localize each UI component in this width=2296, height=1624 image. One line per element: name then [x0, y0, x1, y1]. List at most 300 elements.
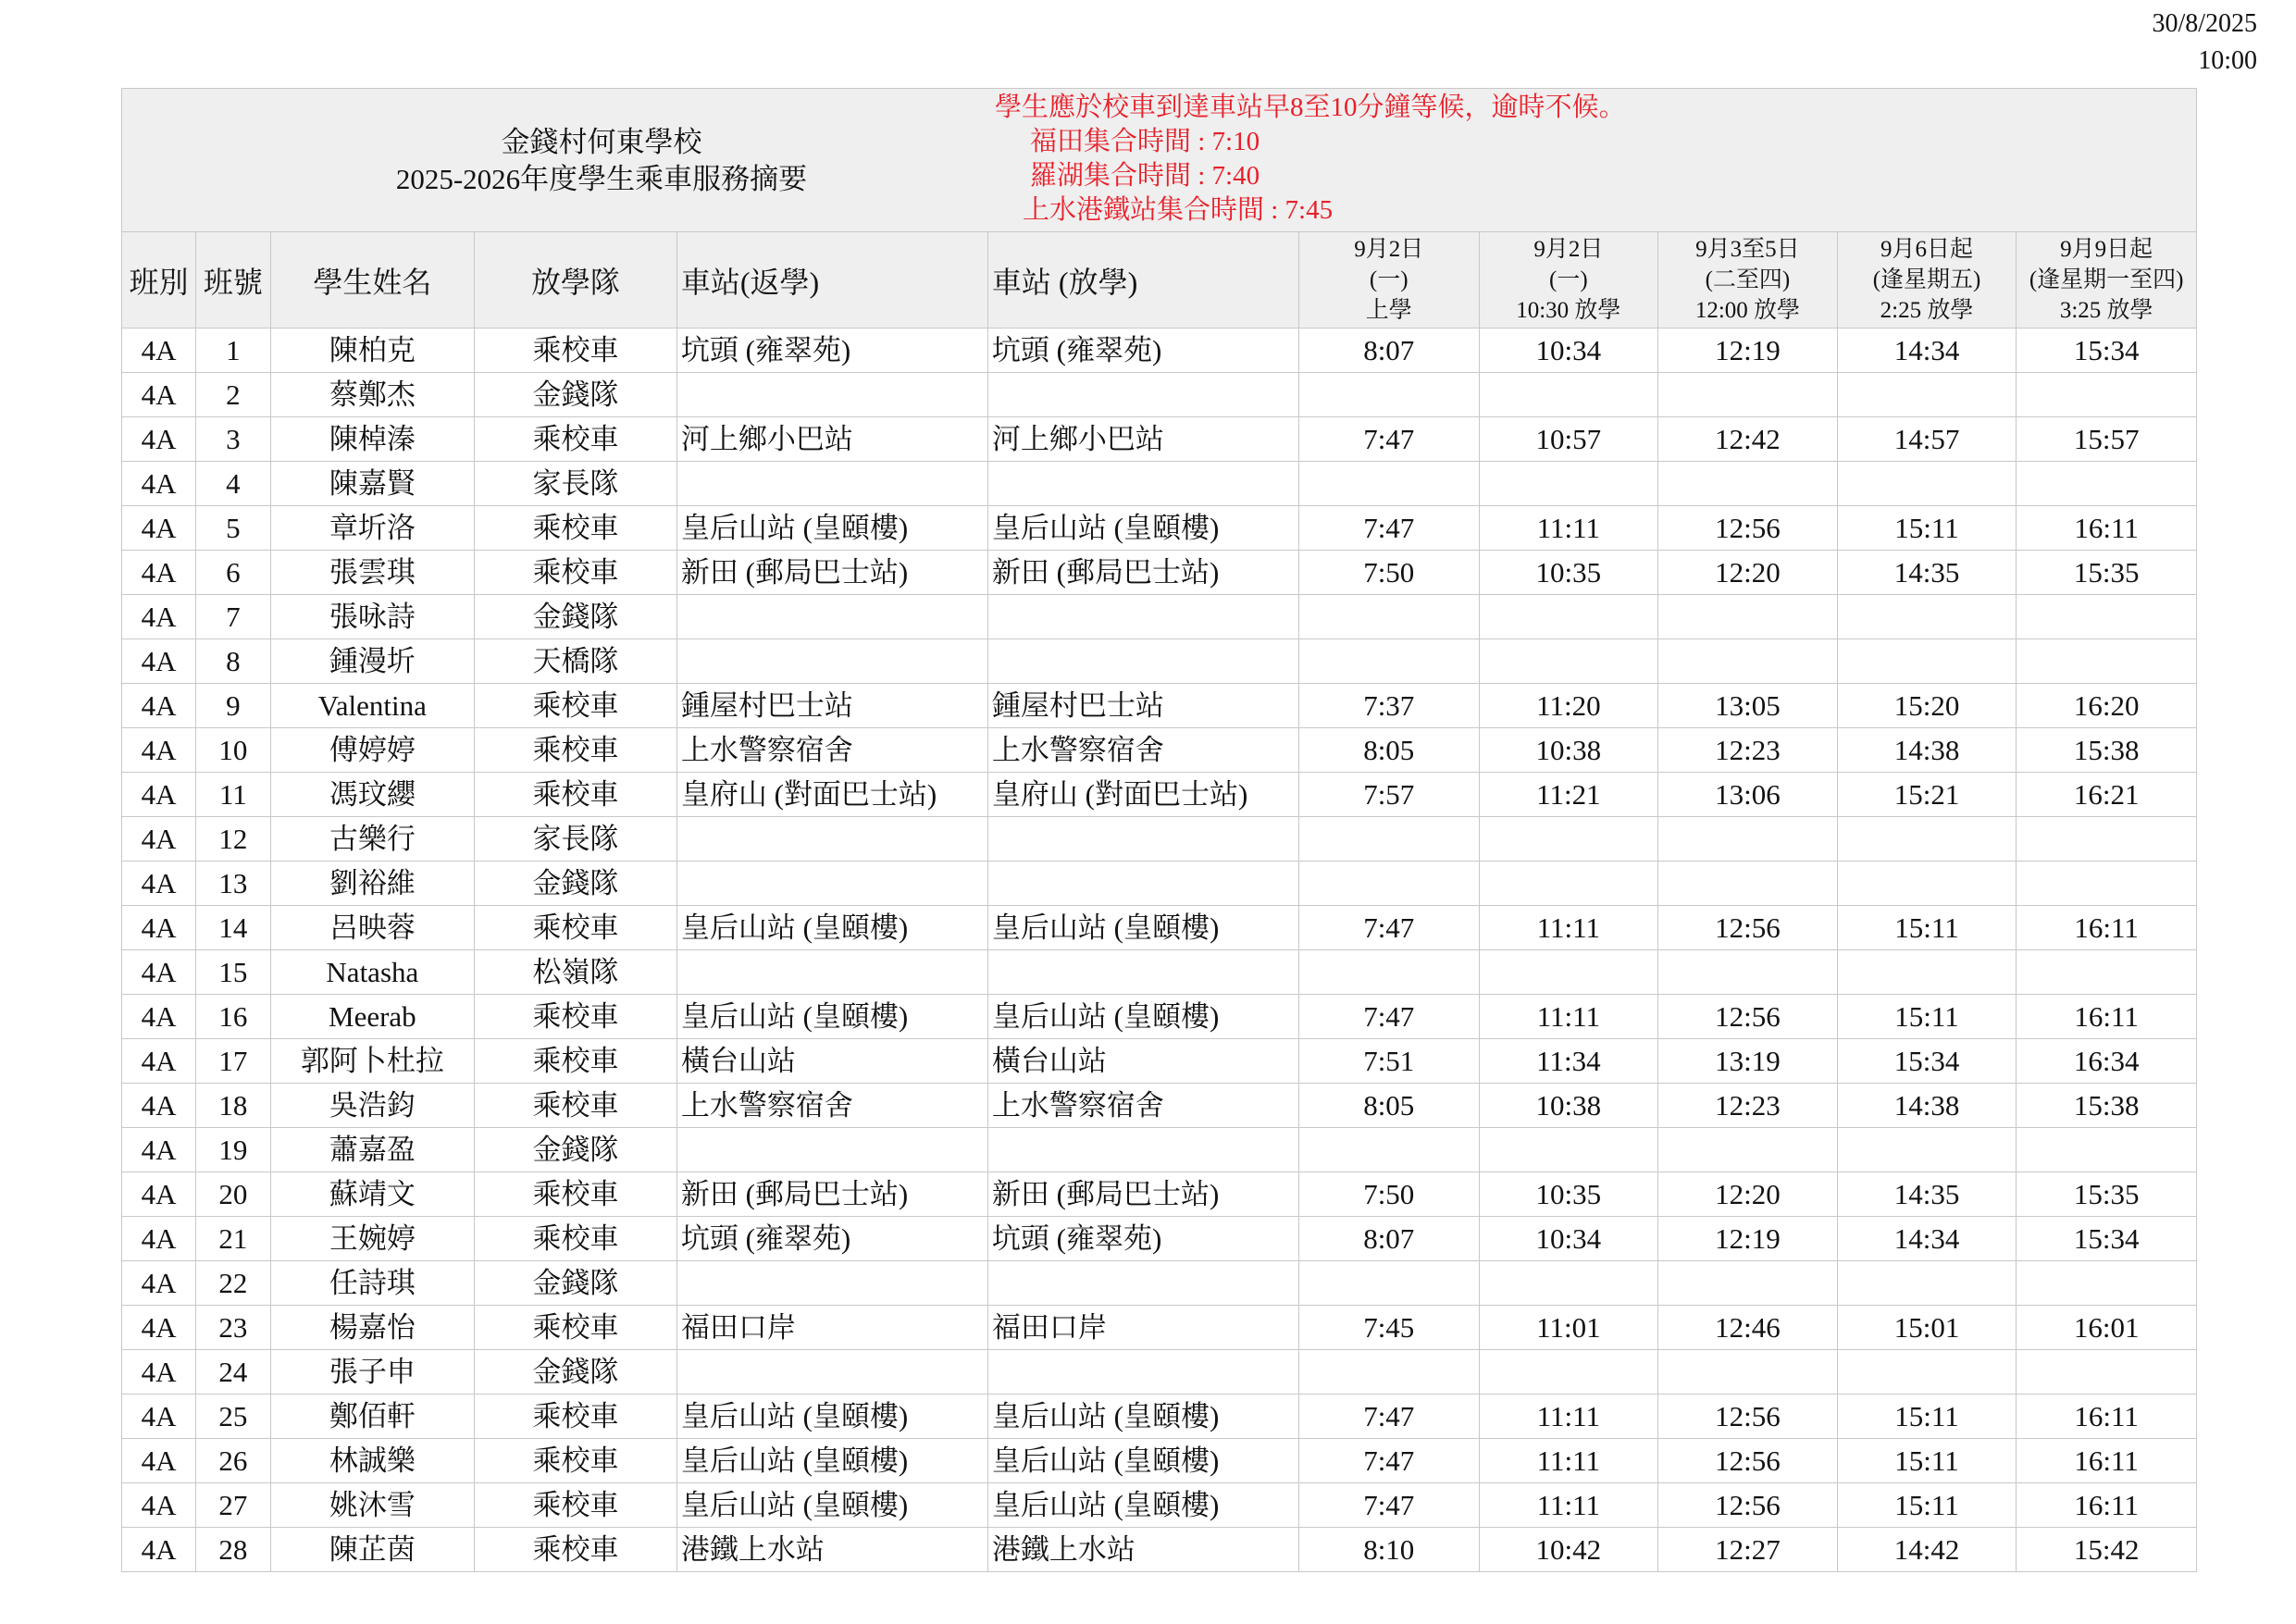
team-cell: 乘校車: [475, 506, 677, 551]
team-cell: 乘校車: [475, 1528, 677, 1572]
sep3-5-dismissal-cell: 12:46: [1658, 1306, 1838, 1350]
team-cell: 乘校車: [475, 1483, 677, 1528]
sep2-dismissal-cell: 10:35: [1479, 551, 1658, 595]
friday-dismissal-cell: 15:01: [1837, 1306, 2017, 1350]
class-cell: 4A: [122, 417, 196, 462]
team-cell: 乘校車: [475, 1084, 677, 1128]
sep3-5-dismissal-cell: 12:27: [1658, 1528, 1838, 1572]
class-cell: 4A: [122, 1395, 196, 1439]
friday-dismissal-cell: [1837, 595, 2017, 639]
col-sep3-5-dismissal: 9月3至5日 (二至四) 12:00 放學: [1658, 232, 1838, 329]
sep2-dismissal-cell: 10:57: [1479, 417, 1658, 462]
friday-dismissal-cell: [1837, 462, 2017, 506]
friday-dismissal-cell: [1837, 1350, 2017, 1395]
mon-thu-dismissal-cell: 15:57: [2017, 417, 2197, 462]
mon-thu-dismissal-cell: 15:35: [2017, 551, 2197, 595]
sep2-dismissal-cell: 11:11: [1479, 995, 1658, 1039]
sep3-5-dismissal-cell: [1658, 1261, 1838, 1306]
station-to-school-cell: 橫台山站: [676, 1039, 987, 1084]
mon-thu-dismissal-cell: [2017, 817, 2197, 862]
sep2-dismissal-cell: 11:11: [1479, 906, 1658, 950]
sep2-morning-cell: 8:10: [1298, 1528, 1479, 1572]
number-cell: 14: [196, 906, 270, 950]
team-cell: 金錢隊: [475, 373, 677, 417]
team-cell: 乘校車: [475, 773, 677, 817]
sep3-5-dismissal-cell: [1658, 817, 1838, 862]
team-cell: 乘校車: [475, 1039, 677, 1084]
number-cell: 5: [196, 506, 270, 551]
table-row: [122, 862, 2197, 906]
team-cell: 乘校車: [475, 995, 677, 1039]
name-cell: 古樂行: [270, 817, 475, 862]
sep2-dismissal-cell: 11:11: [1479, 1439, 1658, 1483]
sep3-5-dismissal-cell: 12:42: [1658, 417, 1838, 462]
bus-service-sheet: [121, 88, 2197, 1572]
sep2-morning-cell: [1298, 862, 1479, 906]
number-cell: 13: [196, 862, 270, 906]
mon-thu-dismissal-cell: 15:35: [2017, 1172, 2197, 1217]
team-cell: 金錢隊: [475, 862, 677, 906]
sep2-morning-cell: [1298, 1350, 1479, 1395]
name-cell: Valentina: [270, 684, 475, 728]
table-row: [122, 1306, 2197, 1350]
print-timestamp: [2152, 6, 2257, 80]
number-cell: 22: [196, 1261, 270, 1306]
station-after-school-cell: 皇后山站 (皇頤樓): [987, 1483, 1298, 1528]
title-block: [352, 124, 851, 198]
sep3-5-dismissal-cell: [1658, 950, 1838, 995]
sep2-morning-cell: [1298, 817, 1479, 862]
table-row: [122, 773, 2197, 817]
class-cell: 4A: [122, 595, 196, 639]
sep3-5-dismissal-cell: 12:20: [1658, 551, 1838, 595]
friday-dismissal-cell: 14:57: [1837, 417, 2017, 462]
sep2-morning-cell: [1298, 462, 1479, 506]
friday-dismissal-cell: 14:34: [1837, 329, 2017, 373]
class-cell: 4A: [122, 1084, 196, 1128]
name-cell: 林誠樂: [270, 1439, 475, 1483]
name-cell: 劉裕維: [270, 862, 475, 906]
name-cell: 陳芷茵: [270, 1528, 475, 1572]
table-row: [122, 1483, 2197, 1528]
friday-dismissal-cell: 14:38: [1837, 1084, 2017, 1128]
team-cell: 乘校車: [475, 329, 677, 373]
friday-dismissal-cell: [1837, 1261, 2017, 1306]
station-to-school-cell: [676, 462, 987, 506]
table-row: [122, 950, 2197, 995]
class-cell: 4A: [122, 551, 196, 595]
station-after-school-cell: 河上鄉小巴站: [987, 417, 1298, 462]
team-cell: 乘校車: [475, 728, 677, 773]
class-cell: 4A: [122, 1483, 196, 1528]
table-row: [122, 417, 2197, 462]
station-to-school-cell: [676, 862, 987, 906]
name-cell: 郭阿卜杜拉: [270, 1039, 475, 1084]
mon-thu-dismissal-cell: [2017, 1261, 2197, 1306]
station-after-school-cell: 坑頭 (雍翠苑): [987, 1217, 1298, 1261]
sheet-header: [121, 88, 2197, 231]
sep2-morning-cell: 7:51: [1298, 1039, 1479, 1084]
table-row: [122, 1350, 2197, 1395]
notice-wait-rule: 學生應於校車到達車站早8至10分鐘等候，逾時不候。: [995, 93, 1626, 122]
sep2-dismissal-cell: [1479, 639, 1658, 684]
sep2-morning-cell: 7:47: [1298, 1483, 1479, 1528]
table-row: [122, 373, 2197, 417]
col-sep2-dismissal: 9月2日 (一) 10:30 放學: [1479, 232, 1658, 329]
station-after-school-cell: 皇后山站 (皇頤樓): [987, 995, 1298, 1039]
sep3-5-dismissal-cell: [1658, 1128, 1838, 1172]
number-cell: 3: [196, 417, 270, 462]
friday-dismissal-cell: 15:11: [1837, 906, 2017, 950]
name-cell: 蘇靖文: [270, 1172, 475, 1217]
friday-dismissal-cell: 15:21: [1837, 773, 2017, 817]
station-to-school-cell: 皇后山站 (皇頤樓): [676, 1439, 987, 1483]
number-cell: 8: [196, 639, 270, 684]
friday-dismissal-cell: 15:11: [1837, 506, 2017, 551]
sep2-morning-cell: 7:50: [1298, 551, 1479, 595]
table-row: [122, 1039, 2197, 1084]
name-cell: Natasha: [270, 950, 475, 995]
mon-thu-dismissal-cell: 16:11: [2017, 1395, 2197, 1439]
station-after-school-cell: 上水警察宿舍: [987, 1084, 1298, 1128]
sep2-dismissal-cell: 11:11: [1479, 1395, 1658, 1439]
class-cell: 4A: [122, 995, 196, 1039]
station-after-school-cell: 橫台山站: [987, 1039, 1298, 1084]
friday-dismissal-cell: [1837, 1128, 2017, 1172]
friday-dismissal-cell: 15:34: [1837, 1039, 2017, 1084]
name-cell: 任詩琪: [270, 1261, 475, 1306]
col-station-after-school: 車站 (放學): [987, 232, 1298, 329]
station-to-school-cell: 福田口岸: [676, 1306, 987, 1350]
mon-thu-dismissal-cell: 15:34: [2017, 329, 2197, 373]
friday-dismissal-cell: 14:35: [1837, 551, 2017, 595]
station-to-school-cell: [676, 1261, 987, 1306]
number-cell: 26: [196, 1439, 270, 1483]
sep2-dismissal-cell: 10:38: [1479, 1084, 1658, 1128]
station-to-school-cell: 上水警察宿舍: [676, 1084, 987, 1128]
station-to-school-cell: 皇后山站 (皇頤樓): [676, 1483, 987, 1528]
name-cell: 章圻洛: [270, 506, 475, 551]
mon-thu-dismissal-cell: 16:11: [2017, 1439, 2197, 1483]
sep2-morning-cell: 7:47: [1298, 995, 1479, 1039]
number-cell: 27: [196, 1483, 270, 1528]
team-cell: 家長隊: [475, 817, 677, 862]
name-cell: 馮玟纓: [270, 773, 475, 817]
friday-dismissal-cell: 14:35: [1837, 1172, 2017, 1217]
sep3-5-dismissal-cell: 12:56: [1658, 506, 1838, 551]
mon-thu-dismissal-cell: 16:34: [2017, 1039, 2197, 1084]
name-cell: 張雲琪: [270, 551, 475, 595]
station-to-school-cell: 新田 (郵局巴士站): [676, 1172, 987, 1217]
station-after-school-cell: 新田 (郵局巴士站): [987, 1172, 1298, 1217]
col-friday-dismissal: 9月6日起 (逢星期五) 2:25 放學: [1837, 232, 2017, 329]
friday-dismissal-cell: 14:38: [1837, 728, 2017, 773]
mon-thu-dismissal-cell: [2017, 462, 2197, 506]
mon-thu-dismissal-cell: 16:11: [2017, 506, 2197, 551]
sep2-morning-cell: 7:47: [1298, 1395, 1479, 1439]
class-cell: 4A: [122, 1217, 196, 1261]
mon-thu-dismissal-cell: 16:20: [2017, 684, 2197, 728]
mon-thu-dismissal-cell: [2017, 639, 2197, 684]
team-cell: 乘校車: [475, 1306, 677, 1350]
sep2-dismissal-cell: 11:34: [1479, 1039, 1658, 1084]
mon-thu-dismissal-cell: [2017, 373, 2197, 417]
number-cell: 18: [196, 1084, 270, 1128]
station-after-school-cell: 港鐵上水站: [987, 1528, 1298, 1572]
sep3-5-dismissal-cell: 12:56: [1658, 1483, 1838, 1528]
friday-dismissal-cell: 15:20: [1837, 684, 2017, 728]
table-row: [122, 595, 2197, 639]
name-cell: 姚沐雪: [270, 1483, 475, 1528]
mon-thu-dismissal-cell: 16:01: [2017, 1306, 2197, 1350]
team-cell: 金錢隊: [475, 1128, 677, 1172]
station-after-school-cell: 福田口岸: [987, 1306, 1298, 1350]
sep3-5-dismissal-cell: 13:19: [1658, 1039, 1838, 1084]
sep3-5-dismissal-cell: [1658, 462, 1838, 506]
number-cell: 12: [196, 817, 270, 862]
station-after-school-cell: [987, 595, 1298, 639]
station-to-school-cell: 皇后山站 (皇頤樓): [676, 995, 987, 1039]
sep3-5-dismissal-cell: [1658, 639, 1838, 684]
table-row: [122, 551, 2197, 595]
name-cell: 蕭嘉盈: [270, 1128, 475, 1172]
station-to-school-cell: 皇后山站 (皇頤樓): [676, 906, 987, 950]
name-cell: 陳棹溱: [270, 417, 475, 462]
station-to-school-cell: [676, 950, 987, 995]
team-cell: 乘校車: [475, 684, 677, 728]
mon-thu-dismissal-cell: [2017, 862, 2197, 906]
name-cell: 陳嘉賢: [270, 462, 475, 506]
sep2-morning-cell: 8:07: [1298, 1217, 1479, 1261]
sep2-morning-cell: 7:47: [1298, 506, 1479, 551]
mon-thu-dismissal-cell: 16:11: [2017, 995, 2197, 1039]
class-cell: 4A: [122, 862, 196, 906]
sep2-morning-cell: 7:57: [1298, 773, 1479, 817]
table-row: [122, 1261, 2197, 1306]
number-cell: 6: [196, 551, 270, 595]
team-cell: 家長隊: [475, 462, 677, 506]
number-cell: 1: [196, 329, 270, 373]
name-cell: 張子申: [270, 1350, 475, 1395]
number-cell: 2: [196, 373, 270, 417]
station-to-school-cell: 鍾屋村巴士站: [676, 684, 987, 728]
class-cell: 4A: [122, 1039, 196, 1084]
number-cell: 11: [196, 773, 270, 817]
mon-thu-dismissal-cell: 15:38: [2017, 728, 2197, 773]
sep2-dismissal-cell: 11:01: [1479, 1306, 1658, 1350]
friday-dismissal-cell: [1837, 862, 2017, 906]
sep2-morning-cell: [1298, 1128, 1479, 1172]
number-cell: 21: [196, 1217, 270, 1261]
mon-thu-dismissal-cell: 16:21: [2017, 773, 2197, 817]
sep2-dismissal-cell: 11:11: [1479, 1483, 1658, 1528]
student-rows: [122, 329, 2197, 1572]
station-after-school-cell: [987, 862, 1298, 906]
mon-thu-dismissal-cell: 16:11: [2017, 906, 2197, 950]
station-to-school-cell: [676, 1128, 987, 1172]
class-cell: 4A: [122, 639, 196, 684]
sep2-dismissal-cell: 10:42: [1479, 1528, 1658, 1572]
table-row: [122, 1395, 2197, 1439]
number-cell: 10: [196, 728, 270, 773]
station-to-school-cell: [676, 817, 987, 862]
sep3-5-dismissal-cell: [1658, 595, 1838, 639]
station-after-school-cell: [987, 373, 1298, 417]
class-cell: 4A: [122, 1350, 196, 1395]
station-after-school-cell: 鍾屋村巴士站: [987, 684, 1298, 728]
station-to-school-cell: 坑頭 (雍翠苑): [676, 1217, 987, 1261]
table-row: [122, 639, 2197, 684]
number-cell: 28: [196, 1528, 270, 1572]
friday-dismissal-cell: 15:11: [1837, 1483, 2017, 1528]
sep3-5-dismissal-cell: [1658, 862, 1838, 906]
station-to-school-cell: 河上鄉小巴站: [676, 417, 987, 462]
name-cell: 王婉婷: [270, 1217, 475, 1261]
name-cell: 吳浩鈞: [270, 1084, 475, 1128]
sep2-morning-cell: 7:50: [1298, 1172, 1479, 1217]
sep3-5-dismissal-cell: 12:56: [1658, 906, 1838, 950]
station-after-school-cell: [987, 950, 1298, 995]
friday-dismissal-cell: 14:34: [1837, 1217, 2017, 1261]
class-cell: 4A: [122, 1172, 196, 1217]
class-cell: 4A: [122, 950, 196, 995]
sep2-dismissal-cell: 11:11: [1479, 506, 1658, 551]
team-cell: 金錢隊: [475, 1261, 677, 1306]
station-after-school-cell: [987, 639, 1298, 684]
station-after-school-cell: 皇后山站 (皇頤樓): [987, 1439, 1298, 1483]
team-cell: 乘校車: [475, 1217, 677, 1261]
station-after-school-cell: 皇府山 (對面巴士站): [987, 773, 1298, 817]
number-cell: 20: [196, 1172, 270, 1217]
team-cell: 乘校車: [475, 906, 677, 950]
station-to-school-cell: 皇后山站 (皇頤樓): [676, 506, 987, 551]
team-cell: 金錢隊: [475, 1350, 677, 1395]
station-after-school-cell: [987, 817, 1298, 862]
name-cell: Meerab: [270, 995, 475, 1039]
number-cell: 15: [196, 950, 270, 995]
class-cell: 4A: [122, 329, 196, 373]
col-number: 班號: [196, 232, 270, 329]
name-cell: 呂映蓉: [270, 906, 475, 950]
notice-sheungshui-time: 上水港鐵站集合時間 : 7:45: [1023, 195, 1334, 225]
sep3-5-dismissal-cell: 12:20: [1658, 1172, 1838, 1217]
team-cell: 乘校車: [475, 417, 677, 462]
sep3-5-dismissal-cell: 12:56: [1658, 995, 1838, 1039]
table-row: [122, 1528, 2197, 1572]
sep2-morning-cell: 8:05: [1298, 728, 1479, 773]
number-cell: 23: [196, 1306, 270, 1350]
team-cell: 乘校車: [475, 551, 677, 595]
team-cell: 乘校車: [475, 1439, 677, 1483]
table-row: [122, 728, 2197, 773]
table-row: [122, 1439, 2197, 1483]
sep3-5-dismissal-cell: 12:56: [1658, 1395, 1838, 1439]
station-after-school-cell: [987, 462, 1298, 506]
table-row: [122, 462, 2197, 506]
station-to-school-cell: [676, 639, 987, 684]
sep2-dismissal-cell: [1479, 373, 1658, 417]
name-cell: 蔡鄭杰: [270, 373, 475, 417]
class-cell: 4A: [122, 773, 196, 817]
station-after-school-cell: [987, 1350, 1298, 1395]
class-cell: 4A: [122, 506, 196, 551]
table-row: [122, 817, 2197, 862]
number-cell: 17: [196, 1039, 270, 1084]
col-class: 班別: [122, 232, 196, 329]
class-cell: 4A: [122, 1306, 196, 1350]
mon-thu-dismissal-cell: [2017, 1350, 2197, 1395]
sep2-morning-cell: [1298, 373, 1479, 417]
table-row: [122, 1172, 2197, 1217]
col-name: 學生姓名: [270, 232, 475, 329]
sep2-dismissal-cell: 10:35: [1479, 1172, 1658, 1217]
class-cell: 4A: [122, 728, 196, 773]
sep2-morning-cell: 7:47: [1298, 417, 1479, 462]
class-cell: 4A: [122, 462, 196, 506]
col-mon-thu-dismissal: 9月9日起 (逢星期一至四) 3:25 放學: [2017, 232, 2197, 329]
sep2-dismissal-cell: [1479, 950, 1658, 995]
station-after-school-cell: 皇后山站 (皇頤樓): [987, 1395, 1298, 1439]
col-team: 放學隊: [475, 232, 677, 329]
class-cell: 4A: [122, 684, 196, 728]
sep2-morning-cell: 8:07: [1298, 329, 1479, 373]
class-cell: 4A: [122, 1128, 196, 1172]
sep3-5-dismissal-cell: 12:19: [1658, 329, 1838, 373]
station-after-school-cell: 上水警察宿舍: [987, 728, 1298, 773]
number-cell: 19: [196, 1128, 270, 1172]
school-name: 金錢村何東學校: [501, 126, 702, 158]
number-cell: 25: [196, 1395, 270, 1439]
station-after-school-cell: 坑頭 (雍翠苑): [987, 329, 1298, 373]
sep2-morning-cell: [1298, 639, 1479, 684]
sep2-dismissal-cell: [1479, 862, 1658, 906]
table-header-row: [122, 232, 2197, 329]
sep2-dismissal-cell: [1479, 1350, 1658, 1395]
mon-thu-dismissal-cell: 15:34: [2017, 1217, 2197, 1261]
friday-dismissal-cell: 15:11: [1837, 995, 2017, 1039]
mon-thu-dismissal-cell: [2017, 595, 2197, 639]
sep2-dismissal-cell: 10:34: [1479, 329, 1658, 373]
friday-dismissal-cell: [1837, 373, 2017, 417]
number-cell: 7: [196, 595, 270, 639]
team-cell: 乘校車: [475, 1395, 677, 1439]
station-after-school-cell: [987, 1261, 1298, 1306]
station-to-school-cell: [676, 1350, 987, 1395]
station-to-school-cell: 皇后山站 (皇頤樓): [676, 1395, 987, 1439]
number-cell: 16: [196, 995, 270, 1039]
print-date: 30/8/2025: [2152, 9, 2257, 38]
sep2-morning-cell: 7:45: [1298, 1306, 1479, 1350]
station-to-school-cell: 上水警察宿舍: [676, 728, 987, 773]
bus-schedule-table: [121, 231, 2197, 1572]
table-row: [122, 329, 2197, 373]
sep2-dismissal-cell: 11:21: [1479, 773, 1658, 817]
sep3-5-dismissal-cell: 13:06: [1658, 773, 1838, 817]
sep3-5-dismissal-cell: 12:23: [1658, 1084, 1838, 1128]
sep3-5-dismissal-cell: 12:56: [1658, 1439, 1838, 1483]
friday-dismissal-cell: 15:11: [1837, 1439, 2017, 1483]
class-cell: 4A: [122, 906, 196, 950]
class-cell: 4A: [122, 1261, 196, 1306]
team-cell: 松嶺隊: [475, 950, 677, 995]
table-row: [122, 684, 2197, 728]
sep2-dismissal-cell: [1479, 1261, 1658, 1306]
station-after-school-cell: 皇后山站 (皇頤樓): [987, 506, 1298, 551]
sep2-dismissal-cell: [1479, 817, 1658, 862]
station-to-school-cell: [676, 595, 987, 639]
name-cell: 張咏詩: [270, 595, 475, 639]
name-cell: 陳柏克: [270, 329, 475, 373]
